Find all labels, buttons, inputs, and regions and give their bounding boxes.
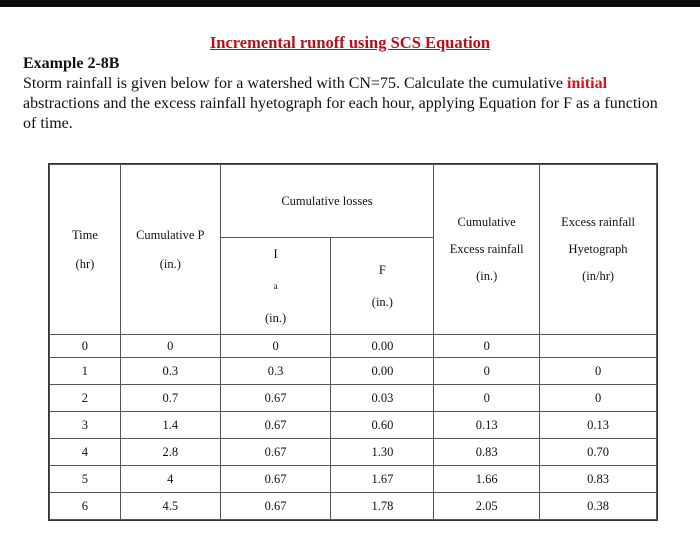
table-row <box>50 466 657 493</box>
cell-ia: 0.67 <box>220 385 331 412</box>
cell-ia: 0.67 <box>220 466 331 493</box>
cell-p: 0.7 <box>120 385 220 412</box>
cell-f: 0.00 <box>331 358 434 385</box>
cell-time: 2 <box>50 385 121 412</box>
table-row <box>50 335 657 358</box>
cell-time: 5 <box>50 466 121 493</box>
problem-statement <box>23 74 673 134</box>
header-cumulative-losses: Cumulative losses <box>220 165 434 238</box>
table-row <box>50 385 657 412</box>
example-label: Example 2-8B <box>23 55 120 72</box>
cell-hyeto: 0 <box>540 385 657 412</box>
cell-p: 0 <box>120 335 220 358</box>
cell-excess: 0 <box>434 358 540 385</box>
header-time: Time (hr) <box>50 165 121 335</box>
cell-p: 0.3 <box>120 358 220 385</box>
cell-hyeto: 0.13 <box>540 412 657 439</box>
cell-excess: 0 <box>434 385 540 412</box>
header-cumulative-excess: Cumulative Excess rainfall (in.) <box>434 165 540 335</box>
cell-p: 4.5 <box>120 493 220 520</box>
cell-hyeto: 0.70 <box>540 439 657 466</box>
cell-time: 3 <box>50 412 121 439</box>
cell-f: 0.00 <box>331 335 434 358</box>
header-ia: I a (in.) <box>220 238 331 335</box>
table-row <box>50 493 657 520</box>
cell-time: 4 <box>50 439 121 466</box>
cell-f: 1.67 <box>331 466 434 493</box>
cell-excess: 0.83 <box>434 439 540 466</box>
cell-p: 2.8 <box>120 439 220 466</box>
cell-f: 1.78 <box>331 493 434 520</box>
problem-text-part1: Storm rainfall is given below for a watershed with CN=75. Calculate the cumulative <box>23 75 567 92</box>
cell-ia: 0.3 <box>220 358 331 385</box>
problem-highlight: initial <box>567 75 608 92</box>
cell-hyeto: 0.83 <box>540 466 657 493</box>
cell-hyeto: 0.38 <box>540 493 657 520</box>
table-row <box>50 412 657 439</box>
cell-excess: 2.05 <box>434 493 540 520</box>
cell-time: 0 <box>50 335 121 358</box>
cell-ia: 0.67 <box>220 493 331 520</box>
table-row <box>50 358 657 385</box>
cell-ia: 0.67 <box>220 412 331 439</box>
cell-ia: 0 <box>220 335 331 358</box>
cell-hyeto: 0 <box>540 358 657 385</box>
cell-time: 6 <box>50 493 121 520</box>
header-f: F (in.) <box>331 238 434 335</box>
cell-excess: 0.13 <box>434 412 540 439</box>
cell-ia: 0.67 <box>220 439 331 466</box>
header-cumulative-p: Cumulative P (in.) <box>120 165 220 335</box>
runoff-table <box>49 164 657 520</box>
header-excess-hyetograph: Excess rainfall Hyetograph (in/hr) <box>540 165 657 335</box>
table-row <box>50 439 657 466</box>
cell-excess: 0 <box>434 335 540 358</box>
cell-f: 0.03 <box>331 385 434 412</box>
problem-text-part2: abstractions and the excess rainfall hyetograph for each hour, applying Equation for F as a function of time. <box>23 95 658 132</box>
top-border-bar <box>0 0 700 7</box>
cell-excess: 1.66 <box>434 466 540 493</box>
cell-hyeto <box>540 335 657 358</box>
cell-f: 0.60 <box>331 412 434 439</box>
cell-time: 1 <box>50 358 121 385</box>
cell-p: 4 <box>120 466 220 493</box>
page-title: Incremental runoff using SCS Equation <box>209 33 491 52</box>
cell-f: 1.30 <box>331 439 434 466</box>
cell-p: 1.4 <box>120 412 220 439</box>
